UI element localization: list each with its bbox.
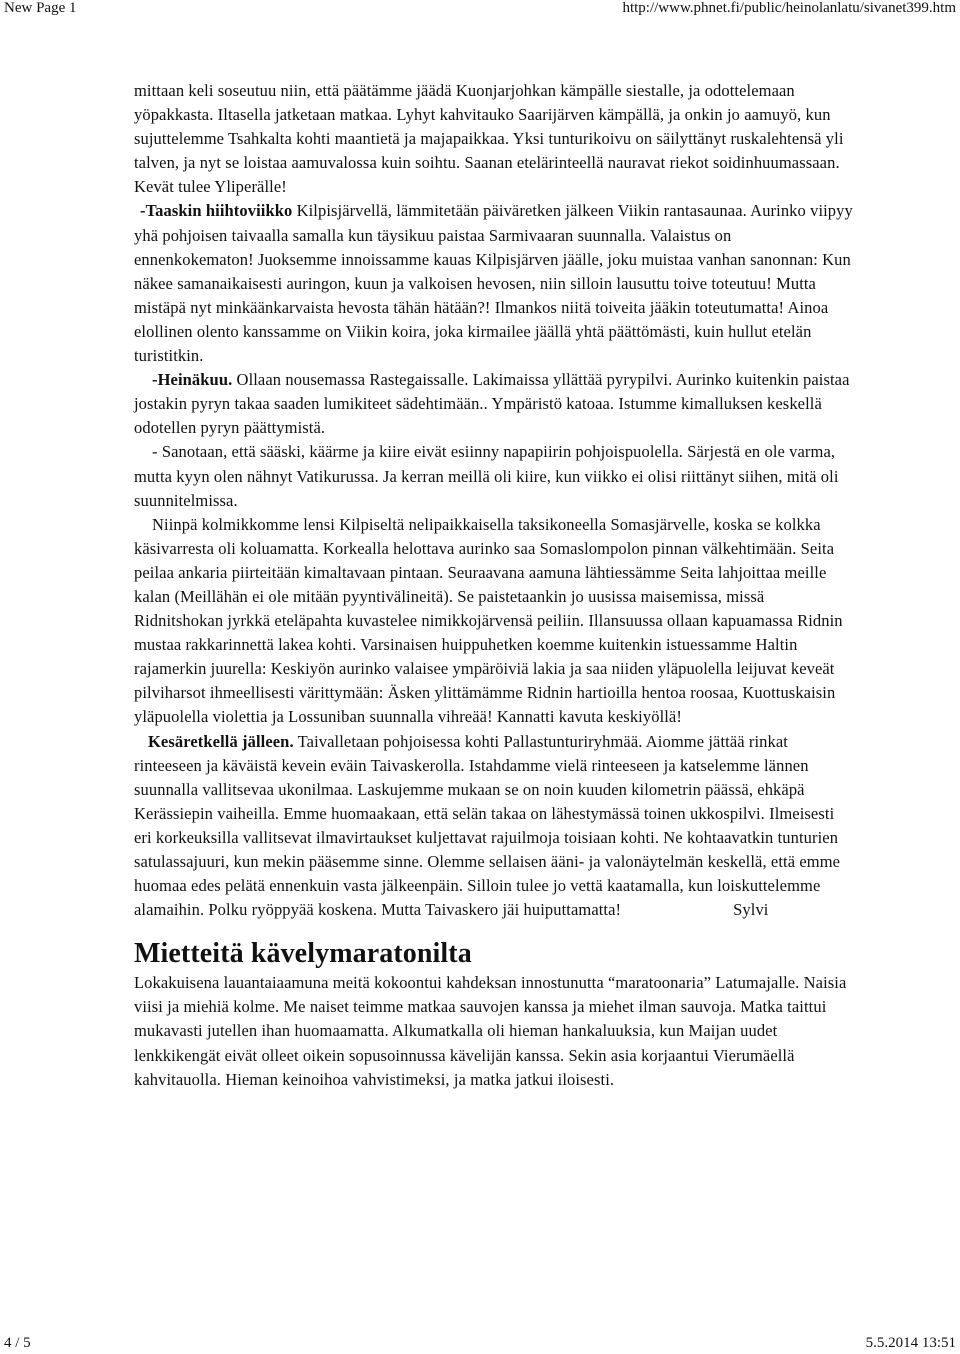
paragraph: Lokakuisena lauantaiaamuna meitä kokoontui kahdeksan innostunutta “maratoonaria” Latumajalle. Naisia viisi ja miehiä kolme. Me naiset teimme matkaa sauvojen kanssa ja miehet ilman sauvoja. Matka taittui mukavasti jutellen ihan huomaamatta. Alkumatkalla oli hieman hankaluuksia, kun Maijan uudet lenkkikengät eivät olleet oikein sopusoinnussa kävelijän kanssa. Sekin asia korjaantui Vierumäellä kahvitauolla. Hieman keinoihoa vahvistimeksi, ja matka jatkui iloisesti. xyxy=(134,973,847,1089)
paragraph: mittaan keli soseutuu niin, että päätämme jäädä Kuonjarjohkan kämpälle siestalle, ja odottelemaan yöpakkasta. Iltasella jatketaan matkaa. Lyhyt kahvitauko Saarijärven kämpällä, ja onkin jo aamuyö, kun sujuttelemme Tsahkalta kohti maantietä ja majapaikkaa. Yksi tunturikoivu on säilyttänyt ruskalehtensä yli talven, ja nyt se loistaa aamuvalossa kuin soihtu. Saanan etelärinteellä nauravat riekot soidinhuumassaan. Kevät tulee Yliperälle! xyxy=(134,81,844,197)
browser-print-header xyxy=(0,0,960,20)
page-url: http://www.phnet.fi/public/heinolanlatu/sivanet399.htm xyxy=(622,0,956,16)
bold-lead: -Heinäkuu. xyxy=(152,370,233,390)
paragraph-text: Taivalletaan pohjoisessa kohti Pallastunturiryhmää. Aiomme jättää rinkat rinteeseen ja käväistä kevein eväin Taivaskerolla. Istahdamme vielä rinteeseen ja katselemme lännen suunnalla vallitsevaa ukonilmaa. Laskujemme mukaan se on noin kuuden kilometrin päässä, ehkäpä Kerässiepin vaiheilla. Emme huomaakaan, että selän takaa on lähestymässä toinen ukkospilvi. Ilmeisesti eri korkeuksilla vallitsevat ilmavirtaukset kuljettavat rajuilmoja toisiaan kohti. Ne kohtaavatkin tunturien satulassajuuri, kun mekin pääsemme sinne. Olemme sellaisen ääni- ja valonäytelmän keskellä, että emme huomaa edes pelätä ennenkuin vasta jälkeenpäin. Silloin tulee jo vettä kaatamalla, kun loiskuttelemme alamaihin. Polku ryöppyää koskena. Mutta Taivaskero jäi huiputtamatta! xyxy=(134,731,841,920)
paragraph-text: Ollaan nousemassa Rastegaissalle. Lakimaissa yllättää pyrypilvi. Aurinko kuitenkin paistaa jostakin pyryn takaa saaden lumikiteet sädehtimään.. Ympäristö katoaa. Istumme kimalluksen keskellä odotellen pyryn päättymistä. xyxy=(134,370,850,438)
signature: Sylvi xyxy=(733,900,769,920)
page-content xyxy=(134,79,854,1092)
paragraph-text: Kilpisjärvellä, lämmitetään päiväretken jälkeen Viikin rantasaunaa. Aurinko viipyy yhä pohjoisen taivaalla samalla kun täysikuu paistaa Sarmivaaran suunnalla. Valaistus on ennenkokematon! Juoksemme innoissamme kauas Kilpisjärven jäälle, joku muistaa vanhan sanonnan: Kun näkee samanaikaisesti auringon, kuun ja valkoisen hevosen, niin silloin lausuttu toive toteutuu! Mutta mistäpä nyt minkäänkarvaista hevosta tähän hätään?! Ilmankos niitä toiveita jääkin toteutumatta! Ainoa elollinen olento kanssamme on Viikin koira, joka kirmailee jäällä yhtä päättömästi, kuin hullut etelän turistitkin. xyxy=(134,201,853,366)
page-title: New Page 1 xyxy=(4,0,77,16)
print-datetime: 5.5.2014 13:51 xyxy=(865,1335,956,1351)
paragraph: Niinpä kolmikkomme lensi Kilpiseltä nelipaikkaisella taksikoneella Somasjärvelle, koska se kolkka käsivarresta oli koluamatta. Korkealla helottava aurinko saa Somaslompolon pinnan välkehtimään. Seita peilaa ankaria piirteitään kimaltavaan pintaan. Seuraavana aamuna lähtiessämme Seita lahjoittaa meille kalan (Meillähän ei ole mitään pyyntivälineitä). Se paistetaankin jo uusissa maisemissa, missä Ridnitshokan jyrkkä eteläpahta kuvastelee nimikkojärvensä peiliin. Illansuussa ollaan kapuamassa Ridnin mustaa rakkarinnettä lakea kohti. Varsinaisen huippuhetken koemme kuitenkin istuessamme Haltin rajamerkin juurella: Keskiyön aurinko valaisee ympäröiviä lakia ja saa niiden yläpuolella leijuvat keveät pilviharsot ihmeellisesti värittymään: Äsken ylittämämme Ridnin hartioilla hentoa roosaa, Kuottuskaisin yläpuolella violettia ja Lossuniban suunnalla vihreää! Kannatti kavuta keskiyöllä! xyxy=(134,514,843,727)
page-number: 4 / 5 xyxy=(4,1335,31,1351)
article-title: Mietteitä kävelymaratonilta xyxy=(134,938,472,970)
browser-print-footer xyxy=(0,1334,960,1354)
bold-lead: -Taaskin hiihtoviikko xyxy=(140,201,293,221)
bold-lead: Kesäretkellä jälleen. xyxy=(148,731,294,751)
paragraph xyxy=(134,368,854,440)
paragraph xyxy=(134,199,854,368)
paragraph: - Sanotaan, että sääski, käärme ja kiire eivät esiinny napapiirin pohjoispuolella. Särjestä en ole varma, mutta kyyn olen nähnyt Vatikurussa. Ja kerran meillä oli kiire, kun viikko ei olisi riittänyt siihen, mitä oli suunnitelmissa. xyxy=(134,442,839,510)
paragraph xyxy=(134,730,854,923)
